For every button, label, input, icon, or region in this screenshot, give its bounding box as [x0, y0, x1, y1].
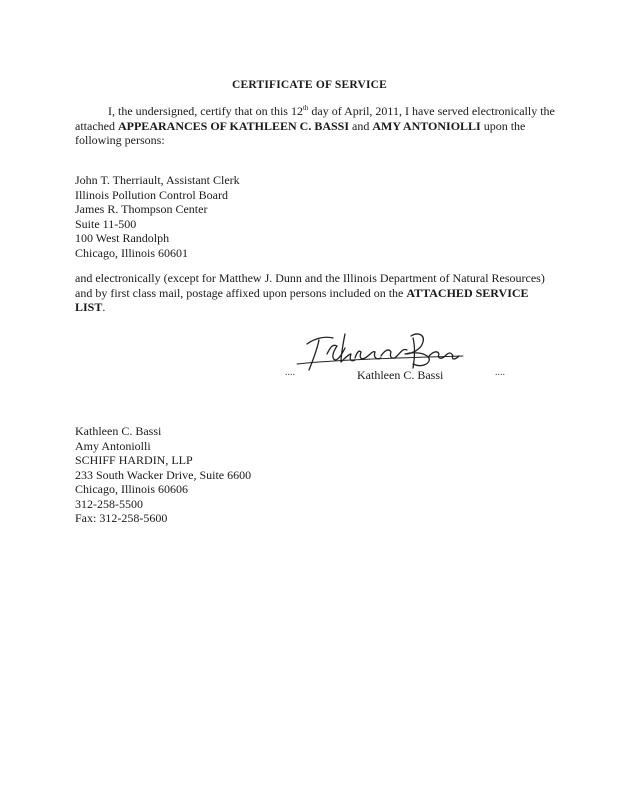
para2-text-a: and electronically (except for Matthew J. Dunn and the Illinois Department of Natural Resources) and by first class mail, postage affixed upon persons included on the: [75, 271, 545, 300]
certification-paragraph: [75, 104, 555, 148]
para1-text-b: day of April, 2011, I have served electronically the attached: [75, 104, 555, 133]
document-title: CERTIFICATE OF SERVICE: [231, 79, 388, 91]
signature-line-left: ....: [285, 367, 295, 378]
signer-name: Kathleen C. Bassi: [357, 368, 444, 382]
service-paragraph: [75, 271, 555, 315]
firm-line: 233 South Wacker Drive, Suite 6600: [75, 467, 252, 482]
para1-document-name: APPEARANCES OF KATHLEEN C. BASSI: [117, 118, 350, 133]
para1-superscript: th: [302, 104, 309, 112]
firm-line: Amy Antoniolli: [75, 438, 151, 453]
para1-text-a: I, the undersigned, certify that on this 12: [108, 104, 303, 118]
firm-line: Fax: 312-258-5600: [75, 511, 168, 525]
recipient-line: James R. Thompson Center: [75, 202, 208, 216]
firm-line: 312-258-5500: [75, 496, 143, 511]
recipient-address: [75, 173, 375, 260]
firm-line: Chicago, Illinois 60606: [75, 482, 188, 496]
para1-document-name-2: AMY ANTONIOLLI: [372, 118, 481, 133]
recipient-line: Chicago, Illinois 60601: [75, 245, 188, 260]
signature-line-right: ....: [495, 367, 505, 378]
firm-line: SCHIFF HARDIN, LLP: [75, 453, 193, 467]
para2-service-list: ATTACHED SERVICE LIST: [75, 285, 529, 314]
recipient-line: Suite 11-500: [75, 216, 137, 231]
para1-text-c: and: [349, 118, 373, 133]
firm-contact-block: [75, 424, 375, 526]
firm-line: Kathleen C. Bassi: [75, 424, 162, 438]
signature-block: [285, 330, 525, 385]
recipient-line: 100 West Randolph: [75, 231, 170, 245]
para1-text-d: upon the following persons:: [75, 118, 526, 147]
recipient-line: John T. Therriault, Assistant Clerk: [75, 173, 240, 187]
recipient-line: Illinois Pollution Control Board: [75, 187, 229, 202]
para2-text-b: .: [102, 300, 106, 314]
